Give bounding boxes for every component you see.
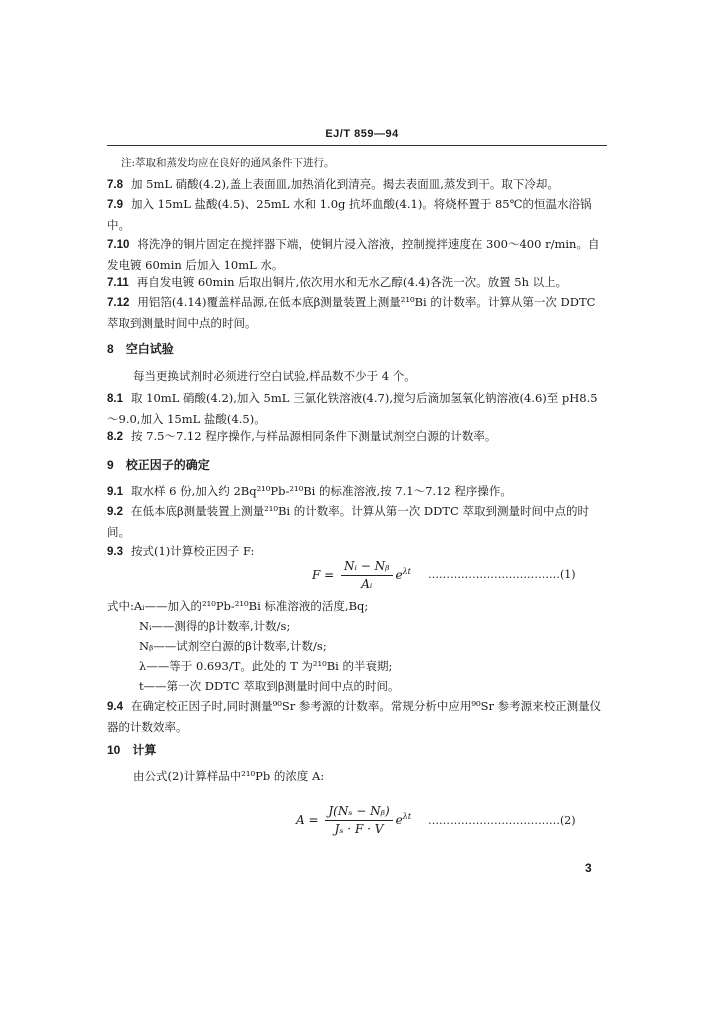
formula-lhs: A = (296, 813, 319, 827)
formula-numerator: Nᵢ − Nᵦ (341, 558, 392, 576)
step-7-8 (107, 174, 607, 195)
formula-denominator: Aᵢ (361, 577, 373, 591)
step-9-4 (107, 696, 607, 737)
formula-exp-base: e (395, 813, 403, 827)
section-8-heading (107, 339, 607, 359)
section-number: 9 (107, 458, 114, 472)
formula-fraction (325, 803, 392, 838)
step-9-2 (107, 501, 607, 542)
section-title: 空白试验 (125, 342, 174, 356)
formula-exp-base: e (395, 568, 403, 582)
section-title: 计算 (132, 743, 157, 757)
section-9-heading (107, 455, 607, 475)
step-number: 7.8 (107, 179, 123, 191)
formula-2 (296, 803, 411, 838)
where-line: t——第一次 DDTC 萃取到β测量时间中点的时间。 (139, 679, 400, 693)
formula-denominator: Jₛ · F · V (334, 822, 384, 836)
step-text: 按式(1)计算校正因子 F: (131, 544, 255, 558)
step-text: 按 7.5～7.12 程序操作,与样品源相同条件下测量试剂空白源的计数率。 (131, 429, 497, 443)
step-text: 在低本底β测量装置上测量²¹⁰Bi 的计数率。计算从第一次 DDTC 萃取到测量时间中点的时间。 (107, 504, 589, 539)
section-10-heading (107, 740, 607, 760)
step-text: 取水样 6 份,加入约 2Bq²¹⁰Pb-²¹⁰Bi 的标准溶液,按 7.1～7.12 程序操作。 (131, 484, 512, 498)
where-line: λ——等于 0.693/T。此处的 T 为²¹⁰Bi 的半衰期; (139, 659, 393, 673)
step-number: 7.9 (107, 199, 123, 211)
step-number: 7.11 (107, 277, 129, 289)
where-line: Nᵦ——试剂空白源的β计数率,计数/s; (139, 639, 327, 653)
step-number: 9.4 (107, 701, 123, 713)
step-7-9 (107, 194, 607, 235)
step-text: 在确定校正因子时,同时测量⁹⁰Sr 参考源的计数率。常规分析中应用⁹⁰Sr 参考源来校正测量仪器的计数效率。 (107, 699, 602, 734)
where-line: Nᵢ——测得的β计数率,计数/s; (139, 619, 291, 633)
where-line: 式中:Aᵢ——加入的²¹⁰Pb-²¹⁰Bi 标准溶液的活度,Bq; (107, 599, 369, 613)
standard-header: EJ/T 859—94 (325, 128, 399, 140)
step-number: 9.1 (107, 486, 123, 498)
step-number: 7.12 (107, 297, 130, 309)
step-number: 8.1 (107, 393, 123, 405)
step-text: 再自发电镀 60min 后取出铜片,依次用水和无水乙醇(4.4)各洗一次。放置 5h 以上。 (136, 275, 568, 289)
step-number: 9.2 (107, 506, 123, 518)
section-number: 10 (107, 743, 121, 757)
equation-number-1: ………………………………(1) (428, 568, 576, 581)
step-text: 取 10mL 硝酸(4.2),加入 5mL 三氯化铁溶液(4.7),搅匀后滴加氢氧化钠溶液(4.6)至 pH8.5～9.0,加入 15mL 盐酸(4.5)。 (107, 391, 598, 426)
step-9-1 (107, 481, 607, 502)
step-text: 将洗净的铜片固定在搅拌器下端，使铜片浸入溶液，控制搅拌速度在 300～400 r/min。自发电镀 60min 后加入 10mL 水。 (107, 237, 600, 272)
formula-exp-sup: λt (402, 567, 411, 576)
page-number: 3 (585, 861, 592, 875)
step-text: 加入 15mL 盐酸(4.5)、25mL 水和 1.0g 抗坏血酸(4.1)。将烧杯置于 85℃的恒温水浴锅中。 (107, 197, 592, 232)
formula-exp-sup: λt (402, 812, 412, 821)
step-text: 用铝箔(4.14)覆盖样品源,在低本底β测量装置上测量²¹⁰Bi 的计数率。计算从第一次 DDTC 萃取到测量时间中点的时间。 (107, 295, 596, 330)
step-7-11 (107, 272, 607, 293)
formula-fraction (341, 558, 392, 593)
step-number: 7.10 (107, 239, 130, 251)
step-7-12 (107, 292, 607, 333)
equation-number-2: ………………………………(2) (428, 814, 576, 827)
step-8-2 (107, 426, 607, 447)
header-rule (107, 145, 607, 146)
formula-1 (312, 558, 411, 593)
step-number: 9.3 (107, 546, 123, 558)
section-10-intro: 由公式(2)计算样品中²¹⁰Pb 的浓度 A: (133, 769, 325, 783)
step-text: 加 5mL 硝酸(4.2),盖上表面皿,加热消化到清亮。揭去表面皿,蒸发到干。取下冷却。 (131, 177, 559, 191)
formula-lhs: F = (312, 568, 335, 582)
step-8-1 (107, 388, 607, 429)
step-7-10 (107, 234, 607, 275)
formula-numerator: J(Nₛ − Nᵦ) (325, 803, 392, 821)
section-number: 8 (107, 342, 114, 356)
step-number: 8.2 (107, 431, 123, 443)
ventilation-note: 注:萃取和蒸发均应在良好的通风条件下进行。 (121, 157, 335, 169)
section-title: 校正因子的确定 (125, 458, 210, 472)
section-8-intro: 每当更换试剂时必须进行空白试验,样品数不少于 4 个。 (133, 369, 416, 383)
